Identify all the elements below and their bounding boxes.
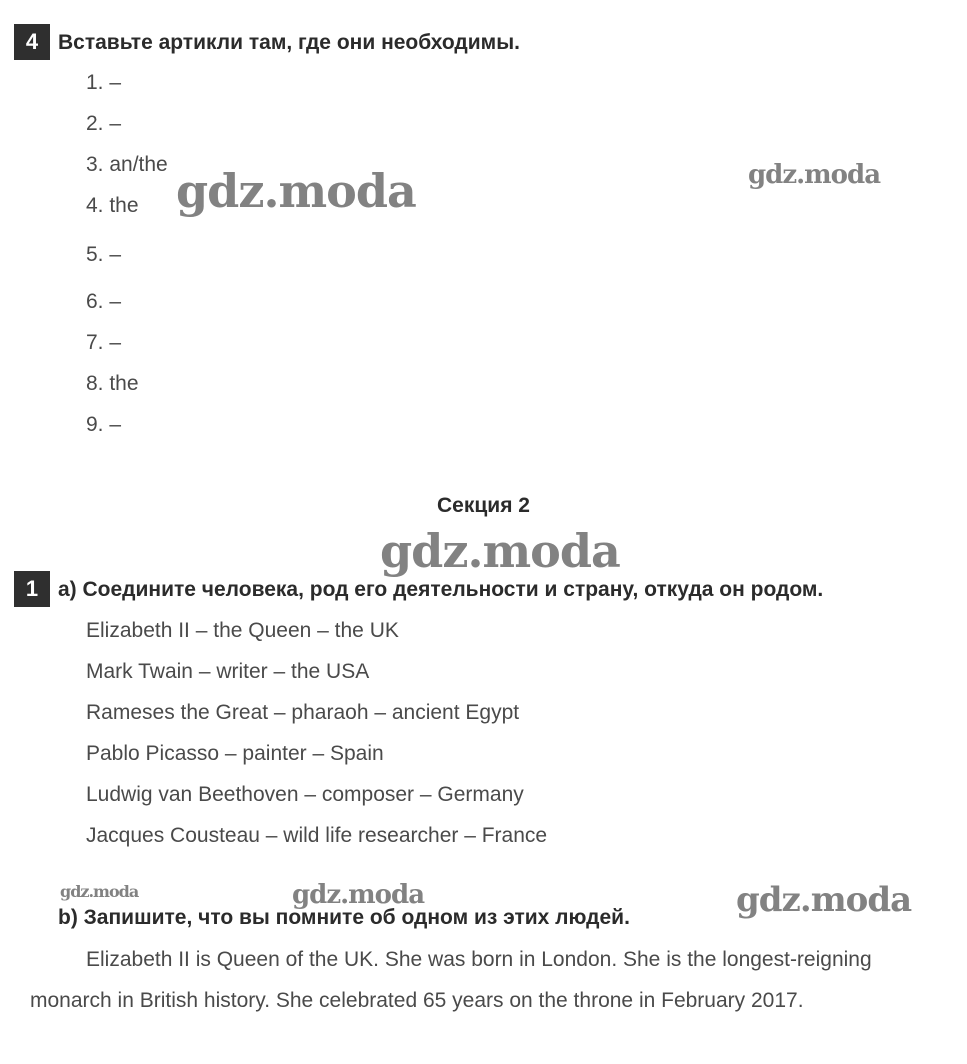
match-line: Rameses the Great – pharaoh – ancient Egypt (86, 701, 520, 724)
answer-item: 8. the (86, 372, 139, 395)
section-title: Секция 2 (437, 494, 530, 517)
watermark-logo: gdz.moda (380, 524, 620, 578)
watermark-logo: gdz.moda (176, 164, 416, 218)
answer-item: 4. the (86, 194, 139, 217)
task-number-badge: 4 (14, 24, 50, 60)
watermark-logo: gdz.moda (60, 882, 139, 901)
match-line: Mark Twain – writer – the USA (86, 660, 370, 683)
task-number-badge: 1 (14, 571, 50, 607)
watermark-logo: gdz.moda (748, 160, 881, 190)
match-line: Pablo Picasso – painter – Spain (86, 742, 384, 765)
match-line: Jacques Cousteau – wild life researcher – France (86, 824, 548, 847)
task-heading-b: b) Запишите, что вы помните об одном из этих людей. (58, 906, 630, 929)
answer-paragraph-line: Elizabeth II is Queen of the UK. She was born in London. She is the longest-reigning (86, 948, 872, 971)
answer-item: 3. an/the (86, 153, 168, 176)
watermark-logo: gdz.moda (736, 880, 912, 920)
match-line: Ludwig van Beethoven – composer – Germany (86, 783, 524, 806)
answer-item: 9. – (86, 413, 122, 436)
answer-paragraph-line: monarch in British history. She celebrated 65 years on the throne in February 2017. (30, 989, 804, 1012)
watermark-logo: gdz.moda (292, 880, 425, 910)
task-heading-a: a) Соедините человека, род его деятельности и страну, откуда он родом. (58, 578, 824, 601)
match-line: Elizabeth II – the Queen – the UK (86, 619, 399, 642)
answer-item: 2. – (86, 112, 122, 135)
answer-item: 6. – (86, 290, 122, 313)
answer-item: 7. – (86, 331, 122, 354)
answer-item: 1. – (86, 71, 122, 94)
answer-item: 5. – (86, 243, 122, 266)
task-heading: Вставьте артикли там, где они необходимы. (58, 31, 520, 54)
